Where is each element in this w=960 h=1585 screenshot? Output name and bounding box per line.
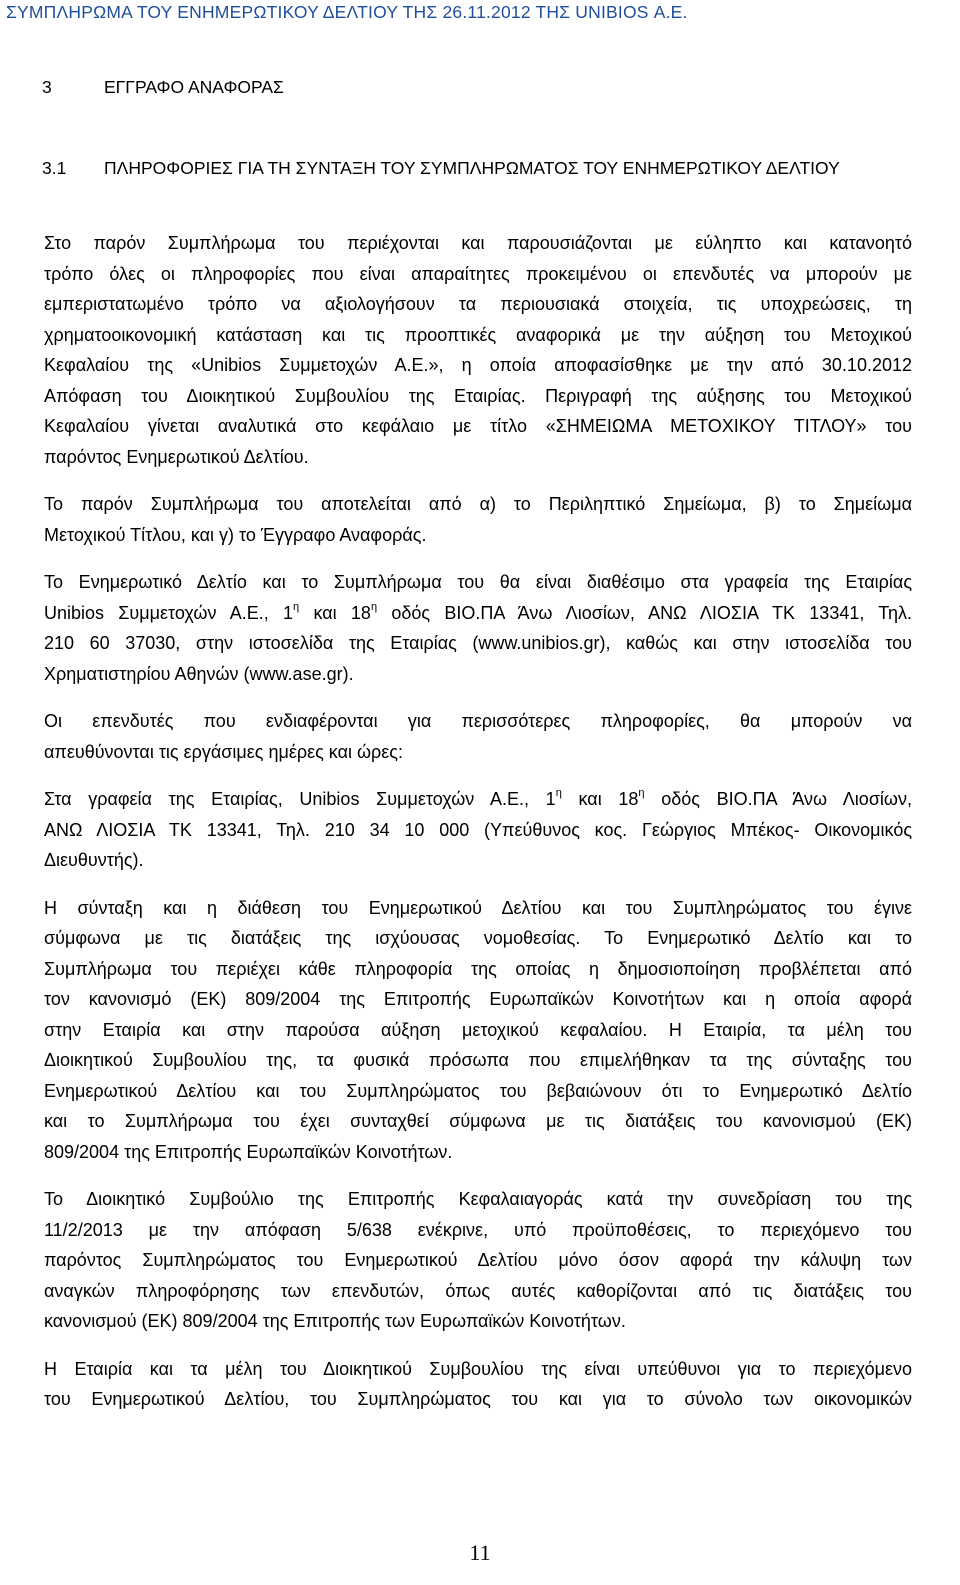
text-line: Χρηματιστηρίου Αθηνών (www.ase.gr). (44, 663, 354, 684)
paragraph-responsibility (44, 1354, 912, 1415)
address-text: και 18 (561, 789, 639, 809)
text-line: απευθύνονται τις εργάσιμες ημέρες και ώρες: (44, 741, 403, 762)
section-number: 3 (42, 77, 52, 97)
text-line: Διοικητικού Συμβουλίου της, τα φυσικά πρόσωπα που επιμελήθηκαν τα της σύνταξης του (44, 1050, 912, 1070)
paragraph-structure (44, 489, 912, 550)
subsection-title: ΠΛΗΡΟΦΟΡΙΕΣ ΓΙΑ ΤΗ ΣΥΝΤΑΞΗ ΤΟΥ ΣΥΜΠΛΗΡΩΜΑΤΟΣ ΤΟΥ ΕΝΗΜΕΡΩΤΙΚΟΥ ΔΕΛΤΙΟΥ (104, 158, 840, 178)
subsection-number: 3.1 (42, 158, 67, 178)
page-number: 11 (469, 1540, 491, 1565)
text-line: Ενημερωτικού Δελτίου και του Συμπληρώματος του βεβαιώνουν ότι το Ενημερωτικό Δελτίο (44, 1080, 912, 1101)
text-line: Διευθυντής). (44, 850, 144, 870)
paragraph-investors (44, 706, 912, 767)
text-line: σύμφωνα με τις διατάξεις της ισχύουσας νομοθεσίας. Το Ενημερωτικό Δελτίο και το (44, 928, 912, 948)
text-line: παρόντος Ενημερωτικού Δελτίου. (44, 446, 309, 467)
text-line: Κεφαλαίου της «Unibios Συμμετοχών Α.Ε.», η οποία αποφασίσθηκε με την από 30.10.2012 (44, 355, 912, 375)
paragraph-approval (44, 1184, 912, 1337)
text-line: τον κανονισμό (ΕΚ) 809/2004 της Επιτροπής Ευρωπαϊκών Κοινοτήτων και η οποία αφορά (44, 989, 912, 1009)
text-line: εμπεριστατωμένο τρόπο να αξιολογήσουν τα περιουσιακά στοιχεία, τις υποχρεώσεις, τη (44, 294, 912, 314)
text-line: Κεφαλαίου γίνεται αναλυτικά στο κεφάλαιο με τίτλο «ΣΗΜΕΙΩΜΑ ΜΕΤΟΧΙΚΟΥ ΤΙΤΛΟΥ» του (44, 416, 912, 436)
paragraph-compliance (44, 893, 912, 1168)
address-text: Στα γραφεία της Εταιρίας, Unibios Συμμετοχών Α.Ε., 1 (44, 789, 556, 809)
section-title: ΕΓΓΡΑΦΟ ΑΝΑΦΟΡΑΣ (104, 77, 284, 97)
text-line: Συμπλήρωμα του περιέχει κάθε πληροφορία της οποίας η δημοσιοποίηση προβλέπεται από (44, 958, 912, 979)
paragraph-scope (44, 228, 912, 472)
text-line: 11/2/2013 με την απόφαση 5/638 ενέκρινε, υπό προϋποθέσεις, το περιεχόμενο του (44, 1219, 912, 1240)
text-line: ΑΝΩ ΛΙΟΣΙΑ ΤΚ 13341, Τηλ. 210 34 10 000 (Υπεύθυνος κος. Γεώργιος Μπέκος- Οικονομικός (44, 819, 912, 840)
ordinal-superscript: η (370, 600, 378, 613)
text-line: Η σύνταξη και η διάθεση του Ενημερωτικού Δελτίου και του Συμπληρώματος του έγινε (44, 897, 912, 918)
text-line: Απόφαση του Διοικητικού Συμβουλίου της Εταιρίας. Περιγραφή της αύξησης του Μετοχικού (44, 385, 912, 406)
text-line: του Ενημερωτικού Δελτίου, του Συμπληρώματος του και για το σύνολο των οικονομικών (44, 1389, 912, 1409)
text-line: χρηματοοικονομική κατάσταση και τις προοπτικές αναφορικά με την αύξηση του Μετοχικού (44, 324, 912, 345)
text-line: Μετοχικού Τίτλου, και γ) το Έγγραφο Αναφοράς. (44, 524, 427, 545)
address-text: Unibios Συμμετοχών Α.Ε., 1 (44, 602, 294, 623)
text-line: Στο παρόν Συμπλήρωμα του περιέχονται και παρουσιάζονται με εύληπτο και κατανοητό (44, 233, 912, 253)
text-line: Το παρόν Συμπλήρωμα του αποτελείται από α) το Περιληπτικό Σημείωμα, β) το Σημείωμα (44, 494, 912, 514)
ordinal-superscript: η (293, 600, 300, 613)
ordinal-superscript: η (555, 787, 562, 799)
text-line: κανονισμού (ΕΚ) 809/2004 της Επιτροπής των Ευρωπαϊκών Κοινοτήτων. (44, 1311, 626, 1331)
address-text: και 18 (299, 602, 371, 623)
paragraph-contact (44, 784, 912, 876)
running-header: ΣΥΜΠΛΗΡΩΜΑ ΤΟΥ ΕΝΗΜΕΡΩΤΙΚΟΥ ΔΕΛΤΙΟΥ ΤΗΣ 26.11.2012 ΤΗΣ UNIBIOS Α.Ε. (6, 2, 688, 22)
text-line: στην Εταιρία και στην παρούσα αύξηση μετοχικού κεφαλαίου. Η Εταιρία, τα μέλη του (44, 1019, 912, 1040)
ordinal-superscript: η (638, 787, 645, 799)
text-line: Η Εταιρία και τα μέλη του Διοικητικού Συμβουλίου της είναι υπεύθυνοι για το περιεχόμενο (44, 1358, 912, 1379)
text-line (44, 784, 912, 815)
body-text (44, 228, 912, 1432)
section-heading (42, 77, 284, 98)
text-line: Οι επενδυτές που ενδιαφέρονται για περισσότερες πληροφορίες, θα μπορούν να (44, 711, 912, 731)
subsection-heading (42, 158, 840, 179)
text-line (44, 598, 912, 629)
text-line: παρόντος Συμπληρώματος του Ενημερωτικού Δελτίου μόνο όσον αφορά την κάλυψη των (44, 1250, 912, 1270)
text-line: 809/2004 της Επιτροπής Ευρωπαϊκών Κοινοτήτων. (44, 1141, 453, 1162)
text-line: τρόπο όλες οι πληροφορίες που είναι απαραίτητες προκειμένου οι επενδυτές να μπορούν με (44, 263, 912, 284)
text-line: και το Συμπλήρωμα του έχει συνταχθεί σύμφωνα με τις διατάξεις του κανονισμού (ΕΚ) (44, 1111, 912, 1131)
text-line: αναγκών πληροφόρησης των επενδυτών, όπως αυτές καθορίζονται από τις διατάξεις του (44, 1280, 912, 1301)
text-line: Το Ενημερωτικό Δελτίο και το Συμπλήρωμα του θα είναι διαθέσιμο στα γραφεία της Εταιρίας (44, 572, 912, 592)
address-text: οδός ΒΙΟ.ΠΑ Άνω Λιοσίων, ΑΝΩ ΛΙΟΣΙΑ ΤΚ 13341, Τηλ. (377, 602, 912, 623)
text-line: 210 60 37030, στην ιστοσελίδα της Εταιρίας (www.unibios.gr), καθώς και στην ιστοσελίδα του (44, 633, 912, 653)
address-text: οδός ΒΙΟ.ΠΑ Άνω Λιοσίων, (644, 789, 912, 809)
paragraph-availability (44, 567, 912, 689)
text-line: Το Διοικητικό Συμβούλιο της Επιτροπής Κεφαλαιαγοράς κατά την συνεδρίαση του της (44, 1189, 912, 1209)
